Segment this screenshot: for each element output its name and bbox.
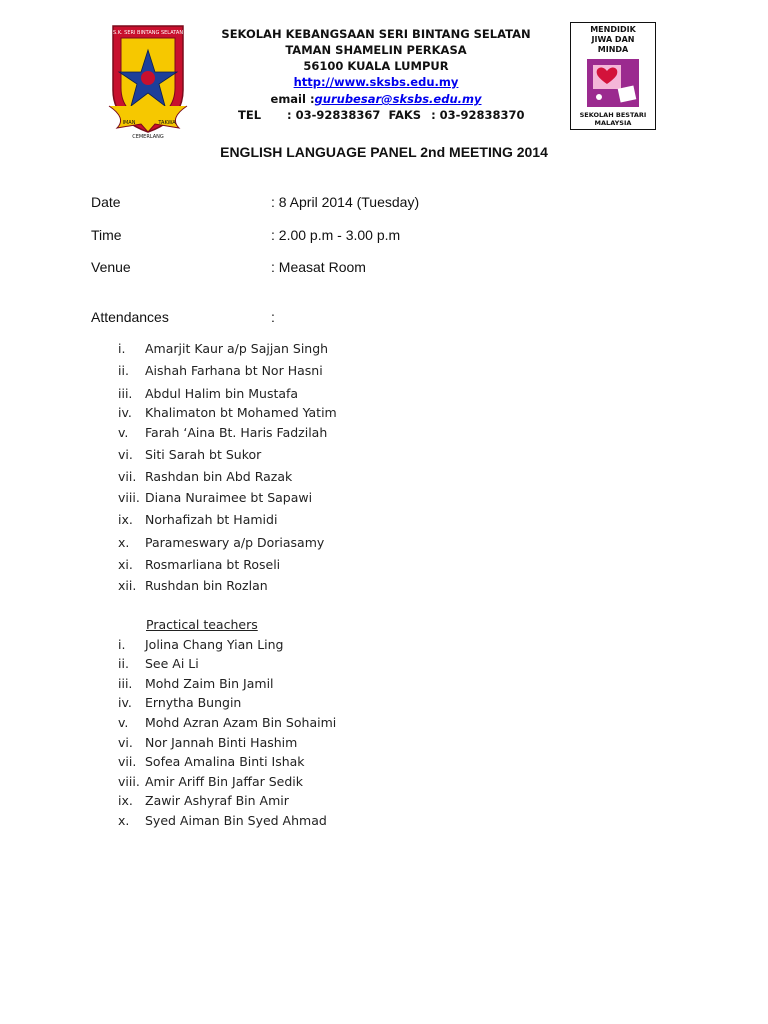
list-item <box>118 535 324 550</box>
list-item <box>118 656 199 671</box>
website-row <box>200 74 552 90</box>
school-logo <box>107 20 189 140</box>
list-item <box>118 715 336 730</box>
list-item-number: vi. <box>118 447 133 462</box>
list-item-number: iii. <box>118 386 133 401</box>
list-item <box>118 754 305 769</box>
badge-motto <box>571 25 655 55</box>
logo-ribbon-left: IMAN <box>122 120 136 126</box>
badge-caption-line1: SEKOLAH BESTARI <box>579 111 647 119</box>
list-item <box>118 512 277 527</box>
badge-motto-line2: JIWA DAN <box>591 35 635 44</box>
list-item <box>118 676 274 691</box>
list-item-number: iv. <box>118 695 132 710</box>
list-item-name: Diana Nuraimee bt Sapawi <box>145 490 313 505</box>
school-name: SEKOLAH KEBANGSAAN SERI BINTANG SELATAN <box>221 27 531 41</box>
date-label: Date <box>91 194 121 210</box>
tel-fax-row <box>238 107 558 123</box>
list-item-number: v. <box>118 425 129 440</box>
venue-value: : Measat Room <box>271 259 366 275</box>
school-area: TAMAN SHAMELIN PERKASA <box>285 43 467 57</box>
email-label: email : <box>270 92 315 106</box>
tel-value: : 03-92838367 <box>287 108 381 122</box>
list-item <box>118 405 337 420</box>
list-item-name: Syed Aiman Bin Syed Ahmad <box>145 813 327 828</box>
list-item-number: x. <box>118 813 130 828</box>
fax-label: FAKS <box>388 108 422 122</box>
list-item-number: x. <box>118 535 130 550</box>
list-item-number: v. <box>118 715 129 730</box>
list-item <box>118 557 280 572</box>
email-row <box>200 91 552 107</box>
list-item <box>118 735 297 750</box>
attendances-colon: : <box>271 309 275 325</box>
list-item-number: iv. <box>118 405 132 420</box>
list-item <box>118 386 298 401</box>
list-item-name: Jolina Chang Yian Ling <box>145 637 284 652</box>
list-item-name: Abdul Halim bin Mustafa <box>145 386 299 401</box>
tel-label: TEL <box>238 108 262 122</box>
meeting-title: ENGLISH LANGUAGE PANEL 2nd MEETING 2014 <box>220 144 548 160</box>
list-item-name: Parameswary a/p Doriasamy <box>145 535 325 550</box>
list-item <box>118 813 327 828</box>
time-value: : 2.00 p.m - 3.00 p.m <box>271 227 401 243</box>
list-item-number: vii. <box>118 754 137 769</box>
list-item-number: ii. <box>118 656 129 671</box>
list-item-name: Sofea Amalina Binti Ishak <box>145 754 305 769</box>
list-item-number: viii. <box>118 774 140 789</box>
attendances-label: Attendances <box>91 309 169 325</box>
date-value: : 8 April 2014 (Tuesday) <box>271 194 420 210</box>
list-item-name: Mohd Zaim Bin Jamil <box>145 676 274 691</box>
logo-ribbon-right: TAKWA <box>158 120 176 126</box>
list-item <box>118 774 303 789</box>
badge-motto-line1: MENDIDIK <box>590 25 636 34</box>
list-item-name: See Ai Li <box>145 656 199 671</box>
list-item-number: xi. <box>118 557 133 572</box>
list-item-name: Zawir Ashyraf Bin Amir <box>145 793 289 808</box>
list-item <box>118 490 312 505</box>
time-label: Time <box>91 227 122 243</box>
smart-school-badge <box>570 22 656 130</box>
logo-arc-text: S.K. SERI BINTANG SELATAN <box>112 30 184 36</box>
list-item-name: Amarjit Kaur a/p Sajjan Singh <box>145 341 329 356</box>
school-postcode-city: 56100 KUALA LUMPUR <box>303 59 449 73</box>
list-item-name: Rosmarliana bt Roseli <box>145 557 281 572</box>
list-item <box>118 793 289 808</box>
list-item-name: Aishah Farhana bt Nor Hasni <box>145 363 323 378</box>
list-item <box>118 578 268 593</box>
logo-ribbon-bottom: CEMERLANG <box>132 134 164 140</box>
badge-caption-line2: MALAYSIA <box>594 119 632 127</box>
badge-motto-line3: MINDA <box>597 45 629 54</box>
list-item-name: Khalimaton bt Mohamed Yatim <box>145 405 337 420</box>
list-item <box>118 469 292 484</box>
list-item-number: iii. <box>118 676 133 691</box>
list-item-number: ii. <box>118 363 129 378</box>
practical-teachers-heading: Practical teachers <box>146 617 258 632</box>
list-item <box>118 447 261 462</box>
list-item-number: viii. <box>118 490 140 505</box>
list-item <box>118 637 284 652</box>
list-item <box>118 425 327 440</box>
list-item <box>118 695 241 710</box>
list-item-number: i. <box>118 341 126 356</box>
email-link[interactable]: gurubesar@sksbs.edu.my <box>314 92 482 106</box>
badge-heart-icon <box>585 57 641 109</box>
list-item-name: Ernytha Bungin <box>145 695 242 710</box>
website-link[interactable]: http://www.sksbs.edu.my <box>293 75 459 89</box>
list-item-number: vii. <box>118 469 137 484</box>
list-item <box>118 363 323 378</box>
list-item-name: Rashdan bin Abd Razak <box>145 469 293 484</box>
list-item-name: Mohd Azran Azam Bin Sohaimi <box>145 715 337 730</box>
list-item-name: Rushdan bin Rozlan <box>145 578 268 593</box>
list-item <box>118 341 328 356</box>
list-item-number: i. <box>118 637 126 652</box>
list-item-name: Farah ‘Aina Bt. Haris Fadzilah <box>145 425 328 440</box>
list-item-number: vi. <box>118 735 133 750</box>
fax-value: : 03-92838370 <box>431 108 525 122</box>
list-item-number: ix. <box>118 512 133 527</box>
badge-caption <box>571 111 655 127</box>
venue-label: Venue <box>91 259 131 275</box>
list-item-name: Siti Sarah bt Sukor <box>145 447 262 462</box>
list-item-number: ix. <box>118 793 133 808</box>
list-item-number: xii. <box>118 578 137 593</box>
list-item-name: Amir Ariff Bin Jaffar Sedik <box>145 774 304 789</box>
list-item-name: Norhafizah bt Hamidi <box>145 512 278 527</box>
list-item-name: Nor Jannah Binti Hashim <box>145 735 298 750</box>
